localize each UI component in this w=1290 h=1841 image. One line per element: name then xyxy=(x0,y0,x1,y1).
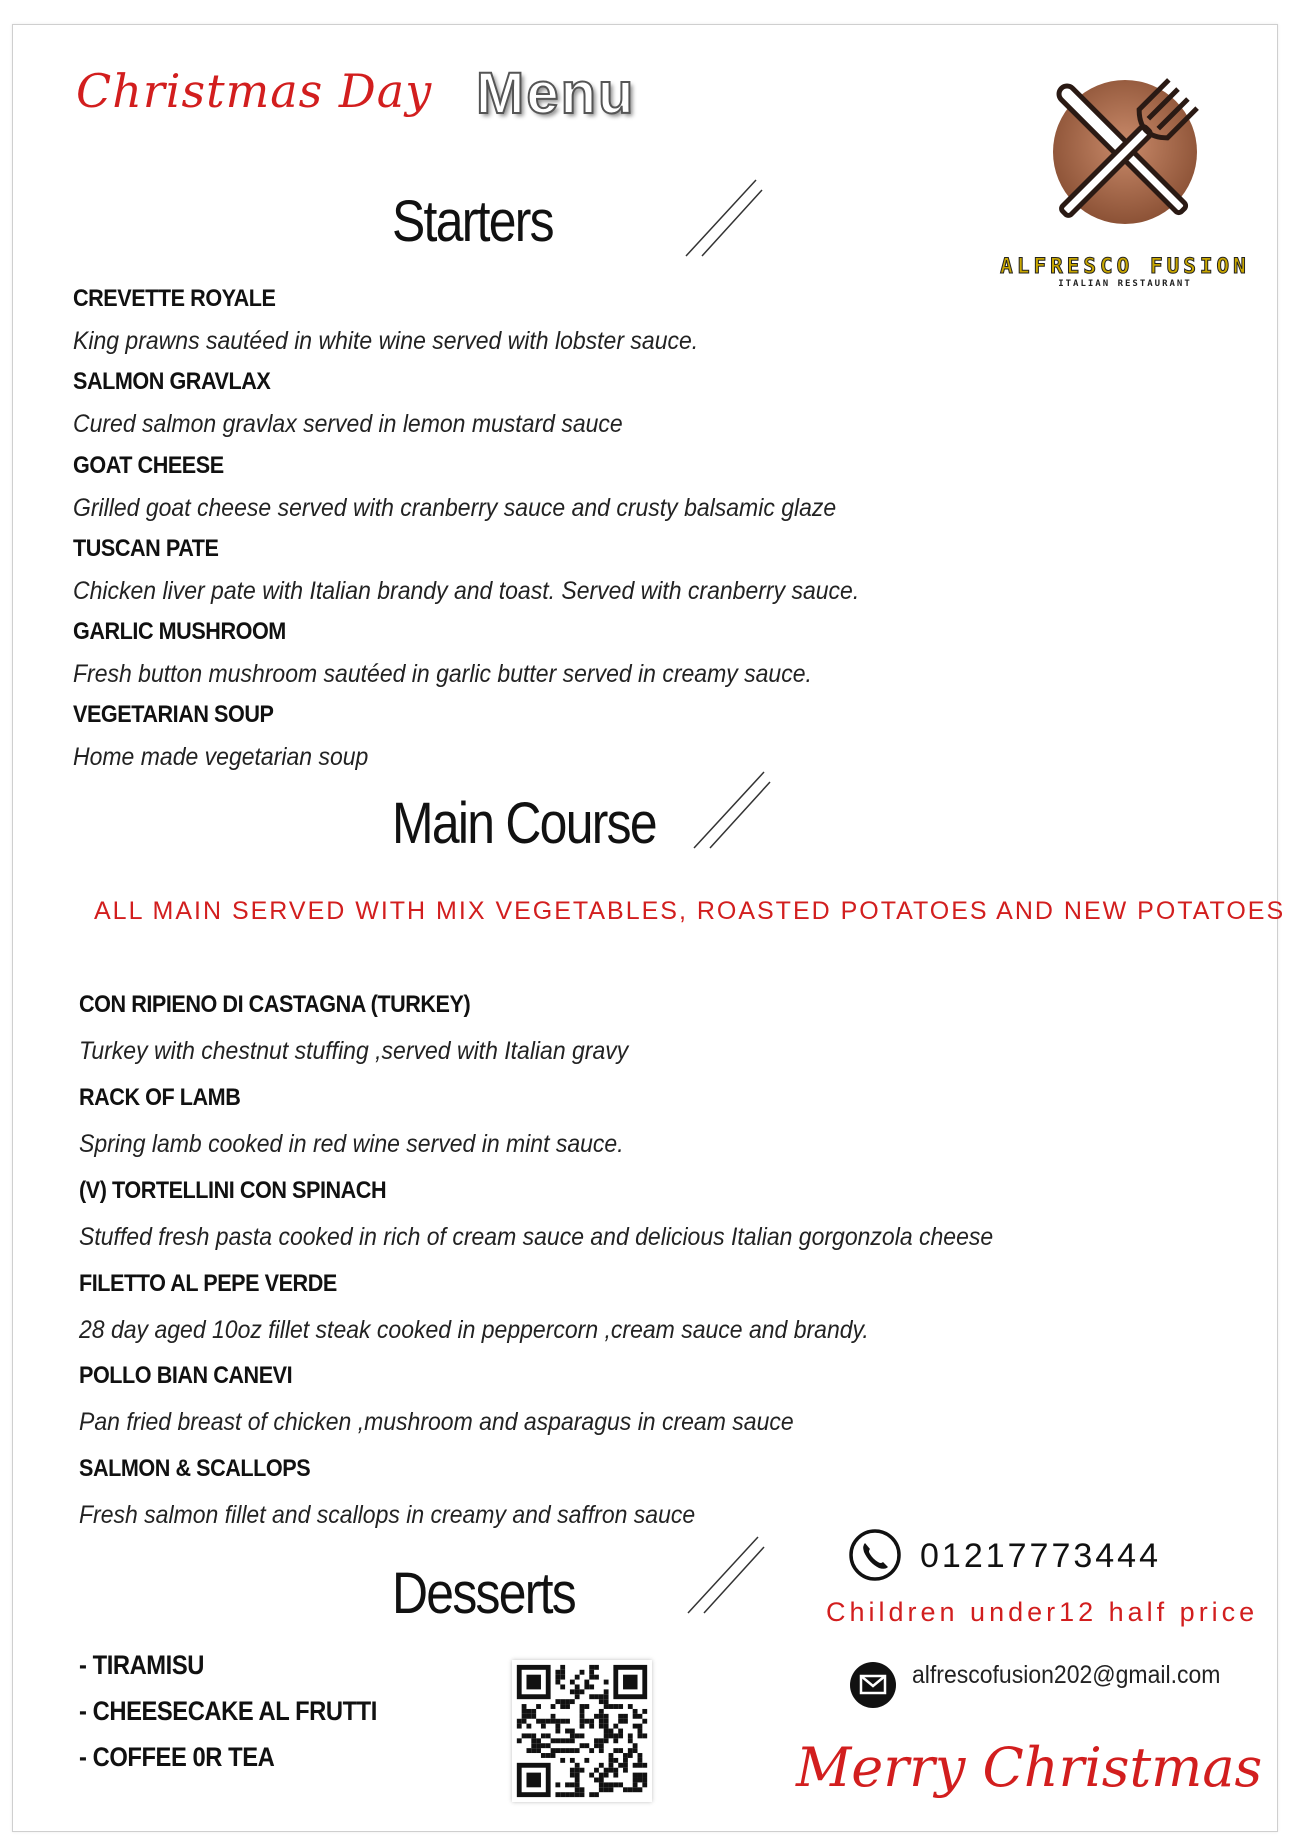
main-name-3: (V) TORTELLINI CON SPINACH xyxy=(79,1177,387,1204)
phone-icon xyxy=(848,1528,902,1582)
starter-name-2: SALMON GRAVLAX xyxy=(73,368,271,395)
brand-subtitle: ITALIAN RESTAURANT xyxy=(1058,279,1192,289)
main-desc-3: Stuffed fresh pasta cooked in rich of cream sauce and delicious Italian gorgonzola cheese xyxy=(79,1223,994,1251)
main-name-1: CON RIPIENO DI CASTAGNA (TURKEY) xyxy=(79,991,471,1018)
merry-christmas-greeting: Merry Christmas xyxy=(796,1736,1263,1799)
starter-desc-3: Grilled goat cheese served with cranberry sauce and crusty balsamic glaze xyxy=(73,494,837,522)
crossed-knife-fork-plate-logo xyxy=(1035,60,1215,240)
double-slash-decoration xyxy=(684,178,764,258)
main-name-6: SALMON & SCALLOPS xyxy=(79,1455,311,1482)
envelope-icon xyxy=(848,1660,898,1710)
starter-desc-4: Chicken liver pate with Italian brandy and toast. Served with cranberry sauce. xyxy=(73,577,860,605)
main-desc-2: Spring lamb cooked in red wine served in mint sauce. xyxy=(79,1130,624,1158)
qr-code[interactable] xyxy=(512,1660,652,1802)
desserts-heading: Desserts xyxy=(392,1561,576,1626)
double-slash-decoration xyxy=(692,770,772,850)
dessert-item-2: - CHEESECAKE AL FRUTTI xyxy=(79,1696,377,1726)
phone-number[interactable]: 01217773444 xyxy=(920,1537,1162,1575)
brand-name: ALFRESCO FUSION xyxy=(1000,254,1250,278)
email-address[interactable]: alfrescofusion202@gmail.com xyxy=(912,1661,1221,1689)
starter-desc-2: Cured salmon gravlax served in lemon mustard sauce xyxy=(73,410,623,438)
main-name-2: RACK OF LAMB xyxy=(79,1084,241,1111)
main-course-notice: ALL MAIN SERVED WITH MIX VEGETABLES, ROASTED POTATOES AND NEW POTATOES xyxy=(94,897,1286,925)
double-slash-decoration xyxy=(686,1535,766,1615)
starter-name-3: GOAT CHEESE xyxy=(73,452,224,479)
starter-name-1: CREVETTE ROYALE xyxy=(73,285,276,312)
starter-name-4: TUSCAN PATE xyxy=(73,535,219,562)
main-desc-1: Turkey with chestnut stuffing ,served with Italian gravy xyxy=(79,1037,629,1065)
title-menu: Menu xyxy=(476,61,636,126)
starter-name-6: VEGETARIAN SOUP xyxy=(73,701,274,728)
main-name-5: POLLO BIAN CANEVI xyxy=(79,1362,293,1389)
dessert-item-1: - TIRAMISU xyxy=(79,1650,204,1680)
main-desc-5: Pan fried breast of chicken ,mushroom and asparagus in cream sauce xyxy=(79,1408,794,1436)
starter-desc-1: King prawns sautéed in white wine served with lobster sauce. xyxy=(73,327,699,355)
title-christmas-day: Christmas Day xyxy=(76,64,433,118)
children-price-note: Children under12 half price xyxy=(826,1597,1259,1627)
main-desc-6: Fresh salmon fillet and scallops in creamy and saffron sauce xyxy=(79,1501,696,1529)
main-course-heading: Main Course xyxy=(392,791,656,856)
starters-heading: Starters xyxy=(392,189,553,254)
starter-desc-5: Fresh button mushroom sautéed in garlic butter served in creamy sauce. xyxy=(73,660,812,688)
dessert-item-3: - COFFEE 0R TEA xyxy=(79,1742,275,1772)
starter-desc-6: Home made vegetarian soup xyxy=(73,743,369,771)
main-desc-4: 28 day aged 10oz fillet steak cooked in peppercorn ,cream sauce and brandy. xyxy=(79,1316,869,1344)
main-name-4: FILETTO AL PEPE VERDE xyxy=(79,1270,337,1297)
brand-block xyxy=(1000,254,1250,289)
starter-name-5: GARLIC MUSHROOM xyxy=(73,618,286,645)
